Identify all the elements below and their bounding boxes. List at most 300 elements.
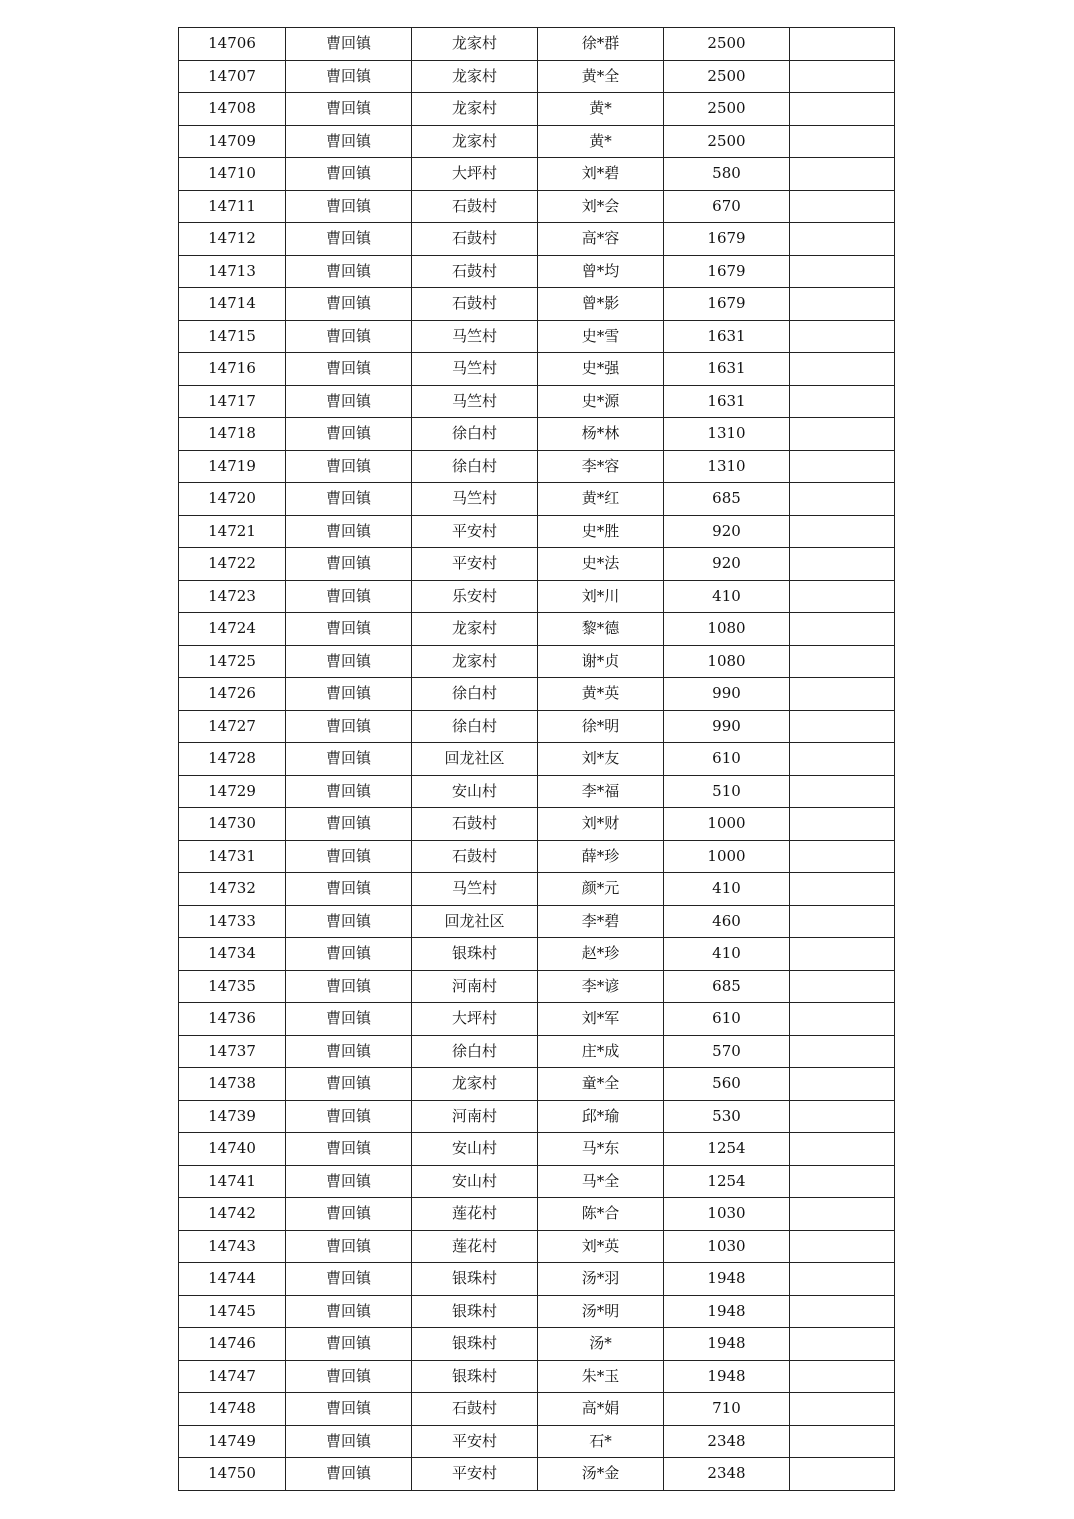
row-number-cell: 14740 (179, 1133, 286, 1166)
town-cell: 曹回镇 (286, 1360, 412, 1393)
note-cell (790, 60, 895, 93)
note-cell (790, 223, 895, 256)
table-row (179, 1003, 895, 1036)
table-row (179, 1165, 895, 1198)
amount-cell: 1679 (664, 288, 790, 321)
amount-cell: 570 (664, 1035, 790, 1068)
village-cell: 银珠村 (412, 1263, 538, 1296)
row-number-cell: 14726 (179, 678, 286, 711)
village-cell: 大坪村 (412, 1003, 538, 1036)
note-cell (790, 1425, 895, 1458)
table-row (179, 1295, 895, 1328)
row-number-cell: 14743 (179, 1230, 286, 1263)
table-row (179, 1230, 895, 1263)
town-cell: 曹回镇 (286, 320, 412, 353)
town-cell: 曹回镇 (286, 483, 412, 516)
village-cell: 徐白村 (412, 710, 538, 743)
note-cell (790, 320, 895, 353)
amount-cell: 410 (664, 938, 790, 971)
village-cell: 徐白村 (412, 1035, 538, 1068)
row-number-cell: 14723 (179, 580, 286, 613)
note-cell (790, 613, 895, 646)
village-cell: 龙家村 (412, 645, 538, 678)
village-cell: 石鼓村 (412, 840, 538, 873)
town-cell: 曹回镇 (286, 190, 412, 223)
village-cell: 银珠村 (412, 1295, 538, 1328)
table-row (179, 385, 895, 418)
row-number-cell: 14744 (179, 1263, 286, 1296)
table-row (179, 93, 895, 126)
town-cell: 曹回镇 (286, 938, 412, 971)
amount-cell: 1948 (664, 1295, 790, 1328)
village-cell: 银珠村 (412, 938, 538, 971)
name-cell: 史*强 (538, 353, 664, 386)
table-row (179, 515, 895, 548)
town-cell: 曹回镇 (286, 970, 412, 1003)
amount-cell: 1080 (664, 645, 790, 678)
table-row (179, 1328, 895, 1361)
row-number-cell: 14707 (179, 60, 286, 93)
village-cell: 徐白村 (412, 678, 538, 711)
table-row (179, 190, 895, 223)
name-cell: 徐*明 (538, 710, 664, 743)
village-cell: 平安村 (412, 548, 538, 581)
name-cell: 黄* (538, 125, 664, 158)
note-cell (790, 28, 895, 61)
table-row (179, 1360, 895, 1393)
name-cell: 石* (538, 1425, 664, 1458)
village-cell: 马竺村 (412, 385, 538, 418)
amount-cell: 1310 (664, 450, 790, 483)
row-number-cell: 14747 (179, 1360, 286, 1393)
name-cell: 谢*贞 (538, 645, 664, 678)
name-cell: 汤*羽 (538, 1263, 664, 1296)
town-cell: 曹回镇 (286, 60, 412, 93)
amount-cell: 1631 (664, 353, 790, 386)
village-cell: 平安村 (412, 515, 538, 548)
village-cell: 大坪村 (412, 158, 538, 191)
table-row (179, 938, 895, 971)
row-number-cell: 14711 (179, 190, 286, 223)
note-cell (790, 288, 895, 321)
row-number-cell: 14733 (179, 905, 286, 938)
table-row (179, 613, 895, 646)
town-cell: 曹回镇 (286, 158, 412, 191)
town-cell: 曹回镇 (286, 288, 412, 321)
town-cell: 曹回镇 (286, 710, 412, 743)
name-cell: 朱*玉 (538, 1360, 664, 1393)
town-cell: 曹回镇 (286, 580, 412, 613)
village-cell: 乐安村 (412, 580, 538, 613)
note-cell (790, 1003, 895, 1036)
amount-cell: 990 (664, 710, 790, 743)
amount-cell: 2500 (664, 93, 790, 126)
village-cell: 马竺村 (412, 483, 538, 516)
amount-cell: 1254 (664, 1133, 790, 1166)
town-cell: 曹回镇 (286, 905, 412, 938)
name-cell: 李*碧 (538, 905, 664, 938)
town-cell: 曹回镇 (286, 873, 412, 906)
note-cell (790, 1133, 895, 1166)
row-number-cell: 14721 (179, 515, 286, 548)
amount-cell: 610 (664, 1003, 790, 1036)
amount-cell: 580 (664, 158, 790, 191)
amount-cell: 2500 (664, 125, 790, 158)
note-cell (790, 938, 895, 971)
amount-cell: 2500 (664, 28, 790, 61)
village-cell: 安山村 (412, 1133, 538, 1166)
name-cell: 高*娟 (538, 1393, 664, 1426)
amount-cell: 1679 (664, 255, 790, 288)
note-cell (790, 353, 895, 386)
name-cell: 曾*均 (538, 255, 664, 288)
amount-cell: 1310 (664, 418, 790, 451)
amount-cell: 670 (664, 190, 790, 223)
table-row (179, 645, 895, 678)
row-number-cell: 14746 (179, 1328, 286, 1361)
note-cell (790, 158, 895, 191)
town-cell: 曹回镇 (286, 1263, 412, 1296)
amount-cell: 1030 (664, 1198, 790, 1231)
table-row (179, 1100, 895, 1133)
table-row (179, 125, 895, 158)
name-cell: 汤*明 (538, 1295, 664, 1328)
village-cell: 银珠村 (412, 1328, 538, 1361)
village-cell: 马竺村 (412, 873, 538, 906)
row-number-cell: 14708 (179, 93, 286, 126)
village-cell: 徐白村 (412, 450, 538, 483)
name-cell: 童*全 (538, 1068, 664, 1101)
row-number-cell: 14710 (179, 158, 286, 191)
name-cell: 刘*会 (538, 190, 664, 223)
amount-cell: 1631 (664, 385, 790, 418)
note-cell (790, 1295, 895, 1328)
row-number-cell: 14718 (179, 418, 286, 451)
note-cell (790, 1165, 895, 1198)
town-cell: 曹回镇 (286, 125, 412, 158)
row-number-cell: 14737 (179, 1035, 286, 1068)
name-cell: 杨*林 (538, 418, 664, 451)
name-cell: 马*东 (538, 1133, 664, 1166)
note-cell (790, 418, 895, 451)
roster-table (178, 27, 895, 1491)
note-cell (790, 1263, 895, 1296)
amount-cell: 990 (664, 678, 790, 711)
note-cell (790, 190, 895, 223)
village-cell: 龙家村 (412, 613, 538, 646)
amount-cell: 2348 (664, 1425, 790, 1458)
table-row (179, 1198, 895, 1231)
village-cell: 马竺村 (412, 353, 538, 386)
note-cell (790, 645, 895, 678)
name-cell: 陈*合 (538, 1198, 664, 1231)
name-cell: 黄*英 (538, 678, 664, 711)
note-cell (790, 1393, 895, 1426)
amount-cell: 510 (664, 775, 790, 808)
village-cell: 石鼓村 (412, 288, 538, 321)
name-cell: 马*全 (538, 1165, 664, 1198)
row-number-cell: 14712 (179, 223, 286, 256)
table-row (179, 450, 895, 483)
village-cell: 龙家村 (412, 28, 538, 61)
amount-cell: 685 (664, 970, 790, 1003)
row-number-cell: 14706 (179, 28, 286, 61)
note-cell (790, 1360, 895, 1393)
name-cell: 黎*德 (538, 613, 664, 646)
town-cell: 曹回镇 (286, 28, 412, 61)
table-row (179, 1263, 895, 1296)
village-cell: 回龙社区 (412, 743, 538, 776)
note-cell (790, 873, 895, 906)
town-cell: 曹回镇 (286, 353, 412, 386)
name-cell: 徐*群 (538, 28, 664, 61)
town-cell: 曹回镇 (286, 808, 412, 841)
name-cell: 薛*珍 (538, 840, 664, 873)
note-cell (790, 808, 895, 841)
note-cell (790, 775, 895, 808)
village-cell: 回龙社区 (412, 905, 538, 938)
town-cell: 曹回镇 (286, 1133, 412, 1166)
town-cell: 曹回镇 (286, 515, 412, 548)
name-cell: 黄*红 (538, 483, 664, 516)
table-row (179, 710, 895, 743)
document-page (178, 27, 894, 1491)
row-number-cell: 14724 (179, 613, 286, 646)
name-cell: 汤*金 (538, 1458, 664, 1491)
name-cell: 史*源 (538, 385, 664, 418)
village-cell: 龙家村 (412, 93, 538, 126)
note-cell (790, 970, 895, 1003)
name-cell: 刘*军 (538, 1003, 664, 1036)
town-cell: 曹回镇 (286, 1068, 412, 1101)
row-number-cell: 14709 (179, 125, 286, 158)
note-cell (790, 548, 895, 581)
note-cell (790, 483, 895, 516)
table-row (179, 1133, 895, 1166)
table-row (179, 743, 895, 776)
amount-cell: 460 (664, 905, 790, 938)
name-cell: 李*谚 (538, 970, 664, 1003)
table-row (179, 905, 895, 938)
amount-cell: 560 (664, 1068, 790, 1101)
village-cell: 石鼓村 (412, 1393, 538, 1426)
note-cell (790, 1100, 895, 1133)
village-cell: 石鼓村 (412, 190, 538, 223)
town-cell: 曹回镇 (286, 1230, 412, 1263)
amount-cell: 1948 (664, 1360, 790, 1393)
row-number-cell: 14720 (179, 483, 286, 516)
note-cell (790, 743, 895, 776)
table-row (179, 28, 895, 61)
town-cell: 曹回镇 (286, 1198, 412, 1231)
note-cell (790, 580, 895, 613)
name-cell: 邱*瑜 (538, 1100, 664, 1133)
note-cell (790, 840, 895, 873)
village-cell: 莲花村 (412, 1198, 538, 1231)
table-row (179, 60, 895, 93)
amount-cell: 1254 (664, 1165, 790, 1198)
town-cell: 曹回镇 (286, 1295, 412, 1328)
note-cell (790, 93, 895, 126)
town-cell: 曹回镇 (286, 385, 412, 418)
row-number-cell: 14731 (179, 840, 286, 873)
town-cell: 曹回镇 (286, 548, 412, 581)
note-cell (790, 450, 895, 483)
name-cell: 黄* (538, 93, 664, 126)
town-cell: 曹回镇 (286, 1393, 412, 1426)
village-cell: 龙家村 (412, 125, 538, 158)
row-number-cell: 14734 (179, 938, 286, 971)
village-cell: 石鼓村 (412, 223, 538, 256)
town-cell: 曹回镇 (286, 1458, 412, 1491)
row-number-cell: 14741 (179, 1165, 286, 1198)
name-cell: 刘*英 (538, 1230, 664, 1263)
town-cell: 曹回镇 (286, 1165, 412, 1198)
amount-cell: 920 (664, 515, 790, 548)
table-row (179, 483, 895, 516)
village-cell: 河南村 (412, 1100, 538, 1133)
table-row (179, 840, 895, 873)
town-cell: 曹回镇 (286, 1003, 412, 1036)
table-row (179, 1393, 895, 1426)
row-number-cell: 14714 (179, 288, 286, 321)
note-cell (790, 125, 895, 158)
village-cell: 河南村 (412, 970, 538, 1003)
amount-cell: 410 (664, 580, 790, 613)
village-cell: 徐白村 (412, 418, 538, 451)
amount-cell: 410 (664, 873, 790, 906)
town-cell: 曹回镇 (286, 840, 412, 873)
row-number-cell: 14722 (179, 548, 286, 581)
table-row (179, 808, 895, 841)
village-cell: 莲花村 (412, 1230, 538, 1263)
town-cell: 曹回镇 (286, 450, 412, 483)
table-row (179, 1425, 895, 1458)
name-cell: 赵*珍 (538, 938, 664, 971)
note-cell (790, 1198, 895, 1231)
table-row (179, 580, 895, 613)
note-cell (790, 1035, 895, 1068)
table-row (179, 873, 895, 906)
note-cell (790, 255, 895, 288)
name-cell: 史*法 (538, 548, 664, 581)
name-cell: 汤* (538, 1328, 664, 1361)
note-cell (790, 905, 895, 938)
roster-table-body (179, 28, 895, 1491)
village-cell: 石鼓村 (412, 255, 538, 288)
amount-cell: 1948 (664, 1263, 790, 1296)
town-cell: 曹回镇 (286, 775, 412, 808)
amount-cell: 610 (664, 743, 790, 776)
note-cell (790, 1328, 895, 1361)
table-row (179, 223, 895, 256)
row-number-cell: 14750 (179, 1458, 286, 1491)
row-number-cell: 14715 (179, 320, 286, 353)
table-row (179, 255, 895, 288)
amount-cell: 1080 (664, 613, 790, 646)
village-cell: 石鼓村 (412, 808, 538, 841)
amount-cell: 710 (664, 1393, 790, 1426)
table-row (179, 775, 895, 808)
amount-cell: 920 (664, 548, 790, 581)
town-cell: 曹回镇 (286, 1425, 412, 1458)
name-cell: 李*容 (538, 450, 664, 483)
town-cell: 曹回镇 (286, 645, 412, 678)
row-number-cell: 14725 (179, 645, 286, 678)
village-cell: 银珠村 (412, 1360, 538, 1393)
name-cell: 刘*财 (538, 808, 664, 841)
row-number-cell: 14728 (179, 743, 286, 776)
name-cell: 黄*全 (538, 60, 664, 93)
name-cell: 刘*友 (538, 743, 664, 776)
amount-cell: 1030 (664, 1230, 790, 1263)
town-cell: 曹回镇 (286, 743, 412, 776)
table-row (179, 418, 895, 451)
town-cell: 曹回镇 (286, 418, 412, 451)
row-number-cell: 14713 (179, 255, 286, 288)
table-row (179, 548, 895, 581)
row-number-cell: 14739 (179, 1100, 286, 1133)
name-cell: 李*福 (538, 775, 664, 808)
village-cell: 安山村 (412, 775, 538, 808)
row-number-cell: 14742 (179, 1198, 286, 1231)
row-number-cell: 14735 (179, 970, 286, 1003)
row-number-cell: 14736 (179, 1003, 286, 1036)
table-row (179, 288, 895, 321)
town-cell: 曹回镇 (286, 255, 412, 288)
table-row (179, 970, 895, 1003)
table-row (179, 1035, 895, 1068)
table-row (179, 158, 895, 191)
name-cell: 刘*碧 (538, 158, 664, 191)
amount-cell: 1948 (664, 1328, 790, 1361)
village-cell: 龙家村 (412, 1068, 538, 1101)
table-row (179, 320, 895, 353)
note-cell (790, 385, 895, 418)
amount-cell: 530 (664, 1100, 790, 1133)
row-number-cell: 14738 (179, 1068, 286, 1101)
table-row (179, 353, 895, 386)
name-cell: 史*胜 (538, 515, 664, 548)
row-number-cell: 14745 (179, 1295, 286, 1328)
amount-cell: 1000 (664, 840, 790, 873)
note-cell (790, 1068, 895, 1101)
village-cell: 平安村 (412, 1458, 538, 1491)
town-cell: 曹回镇 (286, 223, 412, 256)
village-cell: 平安村 (412, 1425, 538, 1458)
row-number-cell: 14732 (179, 873, 286, 906)
table-row (179, 1068, 895, 1101)
town-cell: 曹回镇 (286, 1035, 412, 1068)
town-cell: 曹回镇 (286, 678, 412, 711)
row-number-cell: 14730 (179, 808, 286, 841)
row-number-cell: 14719 (179, 450, 286, 483)
amount-cell: 1631 (664, 320, 790, 353)
table-row (179, 1458, 895, 1491)
note-cell (790, 710, 895, 743)
town-cell: 曹回镇 (286, 93, 412, 126)
row-number-cell: 14749 (179, 1425, 286, 1458)
row-number-cell: 14729 (179, 775, 286, 808)
amount-cell: 2348 (664, 1458, 790, 1491)
amount-cell: 2500 (664, 60, 790, 93)
name-cell: 史*雪 (538, 320, 664, 353)
amount-cell: 685 (664, 483, 790, 516)
note-cell (790, 515, 895, 548)
amount-cell: 1679 (664, 223, 790, 256)
village-cell: 安山村 (412, 1165, 538, 1198)
amount-cell: 1000 (664, 808, 790, 841)
